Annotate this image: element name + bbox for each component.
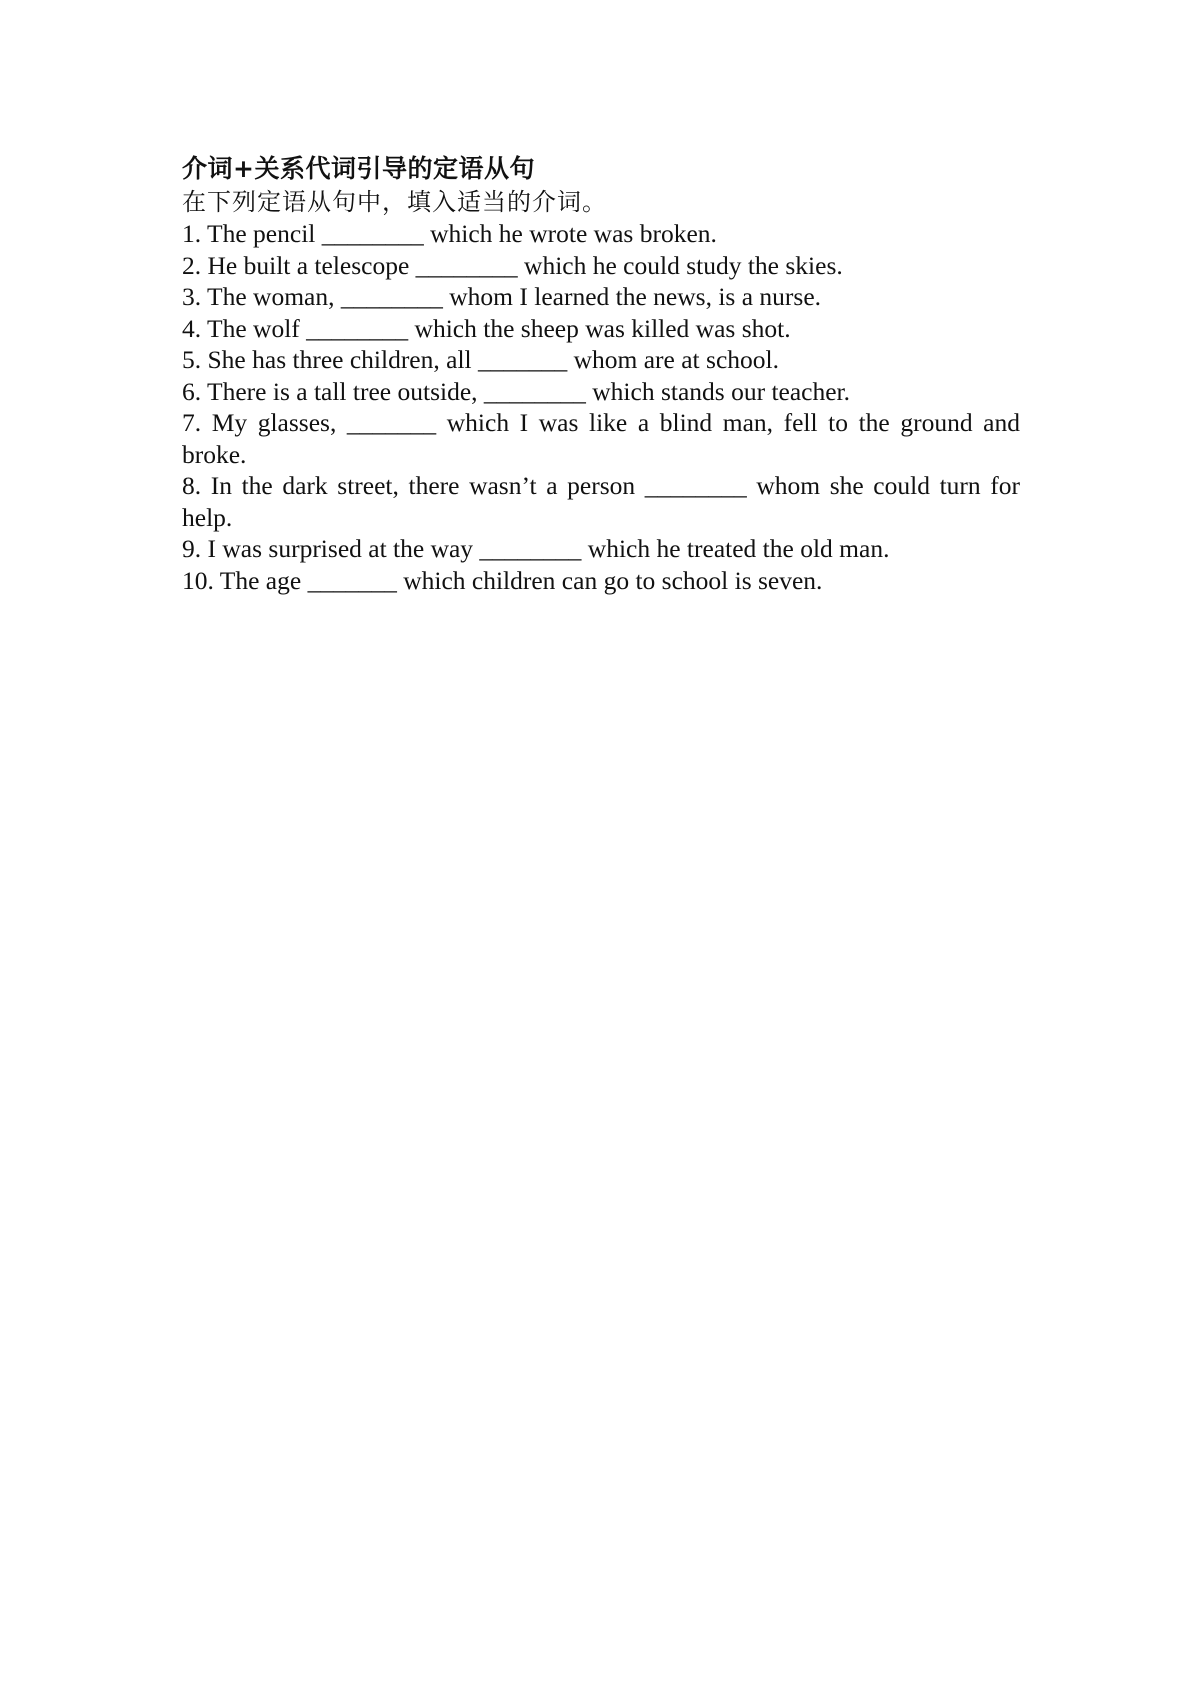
question-item-9: 9. I was surprised at the way ________ which he treated the old man. (182, 534, 890, 563)
question-item-7: 7. My glasses, _______ which I was like a blind man, fell to the ground and broke. (182, 408, 1020, 469)
question-item-6: 6. There is a tall tree outside, ________ which stands our teacher. (182, 376, 851, 406)
instruction-text: 在下列定语从句中，填入适当的介词。 (182, 188, 607, 216)
question-item-1: 1. The pencil ________ which he wrote was broken. (182, 219, 717, 248)
question-item-2: 2. He built a telescope ________ which he could study the skies. (182, 250, 843, 280)
question-item-5: 5. She has three children, all _______ whom are at school. (182, 345, 779, 374)
question-item-4: 4. The wolf ________ which the sheep was killed was shot. (182, 313, 791, 343)
question-list (182, 218, 1020, 596)
question-item-8: 8. In the dark street, there wasn’t a person ________ whom she could turn for help. (182, 471, 1020, 532)
document-title: 介词+关系代词引导的定语从句 (182, 154, 535, 183)
document-page (182, 152, 1020, 596)
question-item-10: 10. The age _______ which children can go to school is seven. (182, 565, 823, 595)
question-item-3: 3. The woman, ________ whom I learned the news, is a nurse. (182, 282, 822, 311)
